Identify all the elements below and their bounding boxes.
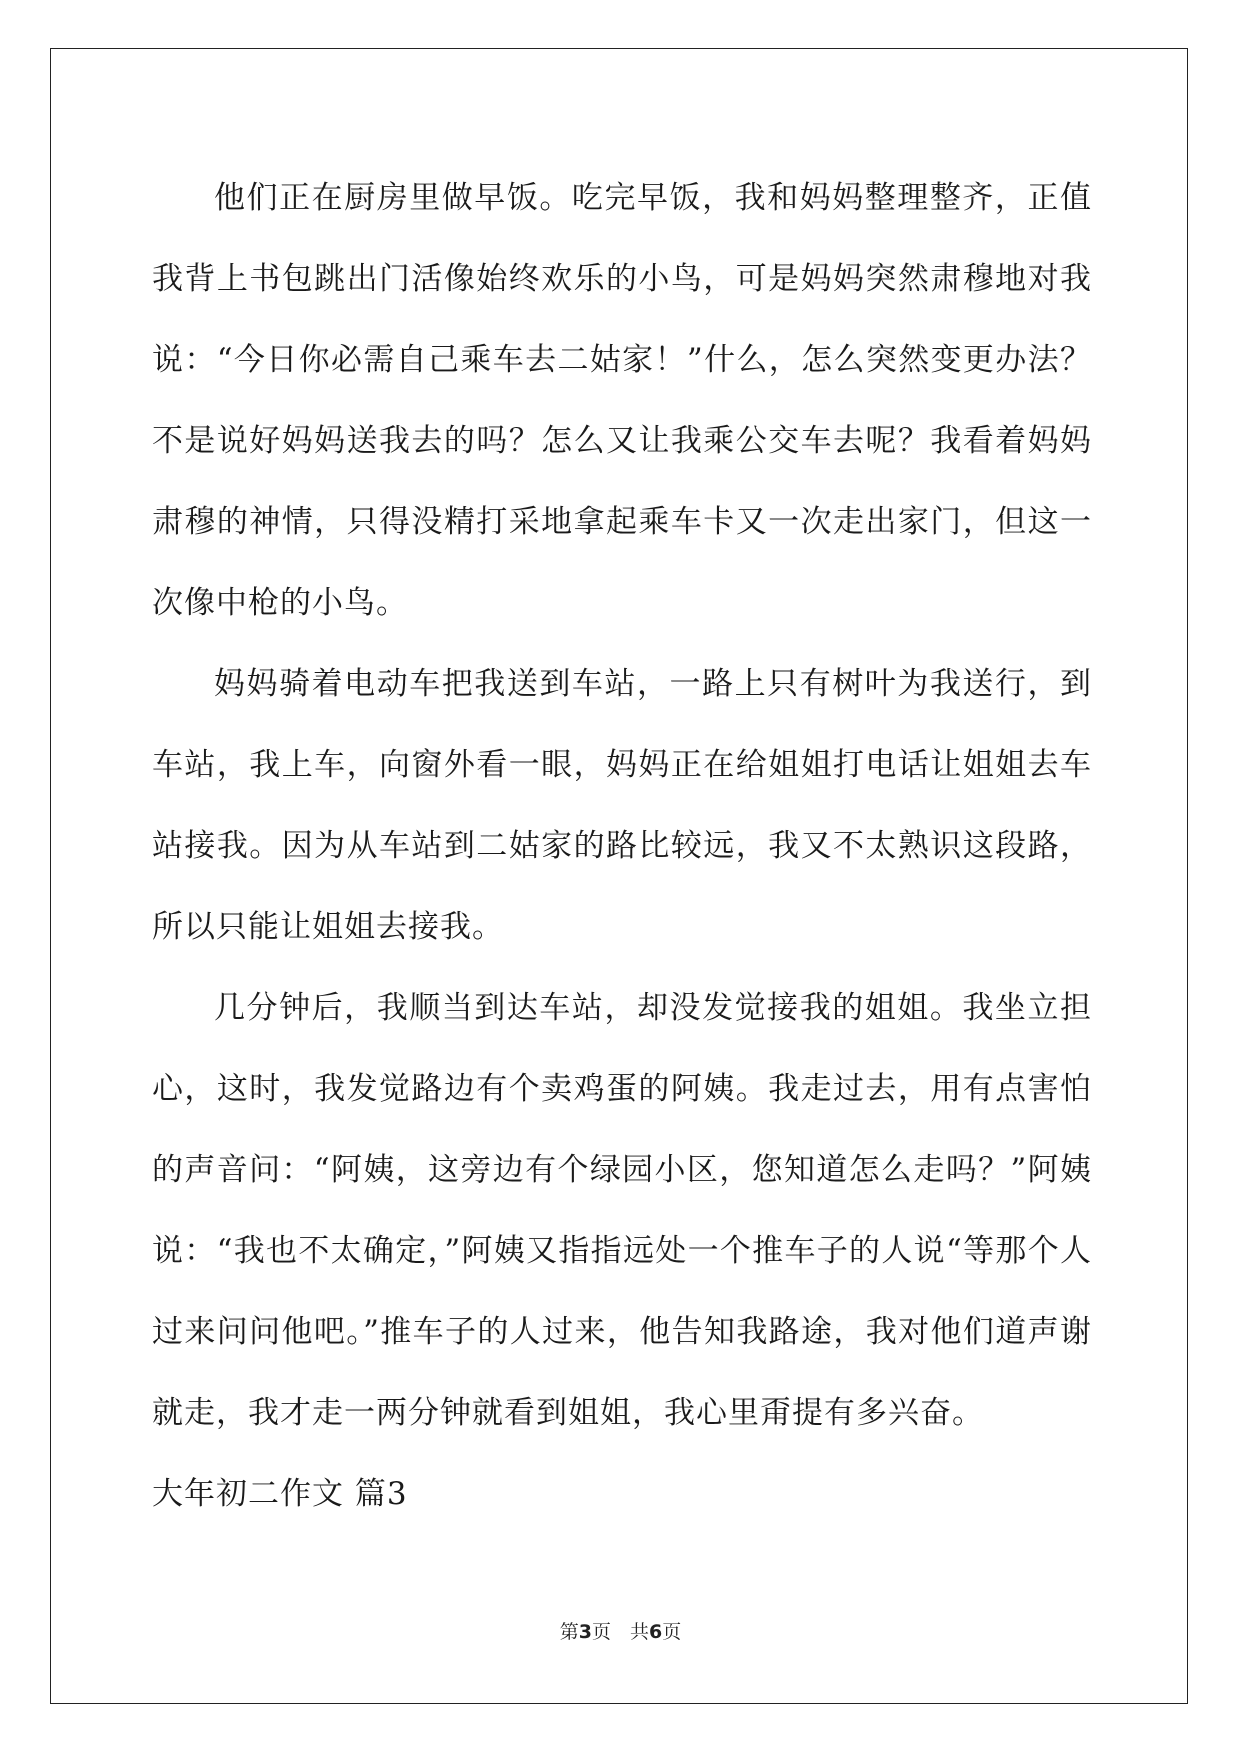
footer-mid: 页 共 xyxy=(591,1621,649,1643)
footer-prefix: 第 xyxy=(559,1621,579,1643)
current-page-number: 3 xyxy=(578,1621,592,1643)
total-page-number: 6 xyxy=(649,1621,663,1643)
document-body xyxy=(152,158,1092,1535)
paragraph-3: 几分钟后，我顺当到达车站，却没发觉接我的姐姐。我坐立担心，这时，我发觉路边有个卖鸡蛋的阿姨。我走过去，用有点害怕的声音问：“阿姨，这旁边有个绿园小区，您知道怎么走吗？”阿姨说：“我也不太确定，”阿姨又指指远处一个推车子的人说“等那个人过来问问他吧。”推车子的人过来，他告知我路途，我对他们道声谢就走，我才走一两分钟就看到姐姐，我心里甭提有多兴奋。 xyxy=(152,990,1092,1431)
section-heading: 大年初二作文 篇3 xyxy=(152,1476,408,1512)
footer-suffix: 页 xyxy=(662,1621,682,1643)
paragraph-2: 妈妈骑着电动车把我送到车站，一路上只有树叶为我送行，到车站，我上车，向窗外看一眼，妈妈正在给姐姐打电话让姐姐去车站接我。因为从车站到二姑家的路比较远，我又不太熟识这段路，所以只能让姐姐去接我。 xyxy=(152,666,1092,945)
paragraph-1: 他们正在厨房里做早饭。吃完早饭，我和妈妈整理整齐，正值我背上书包跳出门活像始终欢乐的小鸟，可是妈妈突然肃穆地对我说：“今日你必需自己乘车去二姑家！”什么，怎么突然变更办法？不是说好妈妈送我去的吗？怎么又让我乘公交车去呢？我看着妈妈肃穆的神情，只得没精打采地拿起乘车卡又一次走出家门，但这一次像中枪的小鸟。 xyxy=(152,180,1092,621)
page-footer xyxy=(0,1617,1241,1644)
